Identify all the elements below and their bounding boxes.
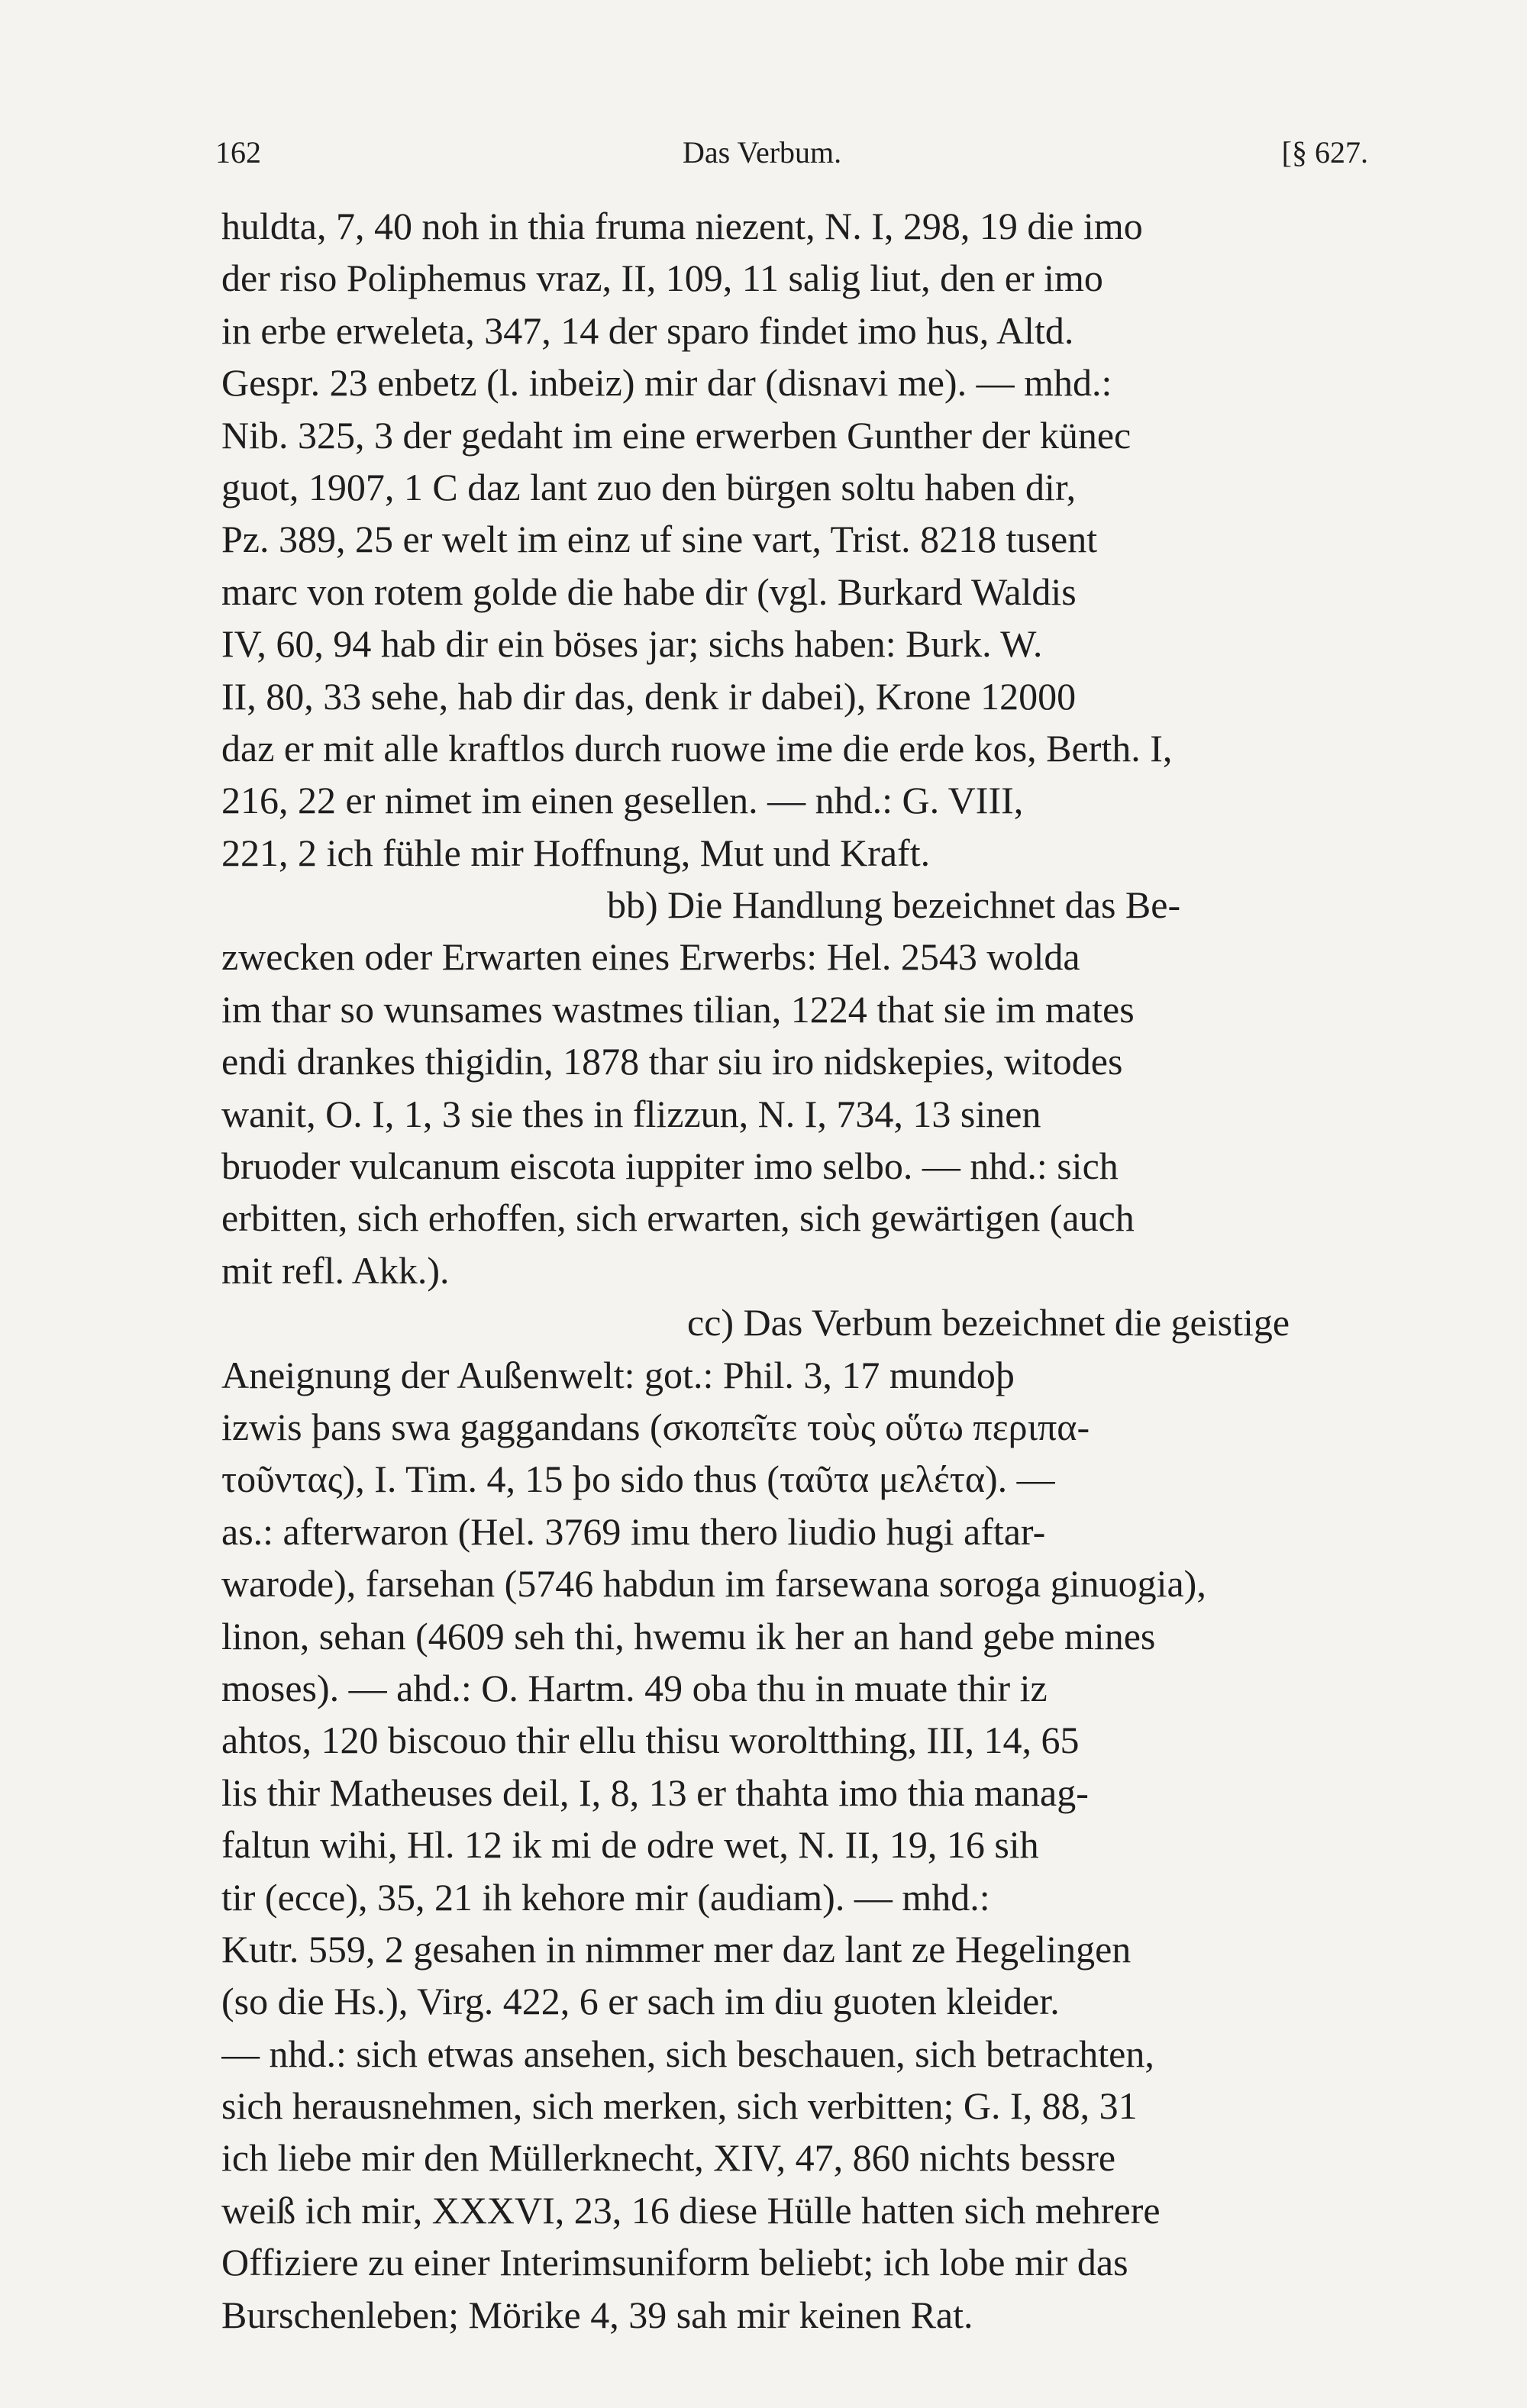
- text-line: mit refl. Akk.).: [221, 1248, 450, 1292]
- text-line: endi drankes thigidin, 1878 thar siu iro nidskepies, witodes: [221, 1040, 1123, 1083]
- text-line: izwis þans swa gaggandans (σκοπεῖτε τοὺς οὕτω περιπα-: [221, 1405, 1090, 1448]
- text-line: huldta, 7, 40 noh in thia fruma niezent, N. I, 298, 19 die imo: [221, 205, 1143, 247]
- text-line: ahtos, 120 biscouo thir ellu thisu woroltthing, III, 14, 65: [221, 1719, 1080, 1762]
- text-line: Kutr. 559, 2 gesahen in nimmer mer daz lant ze Hegelingen: [221, 1927, 1132, 1971]
- text-line: bruoder vulcanum eiscota iuppiter imo selbo. — nhd.: sich: [221, 1144, 1119, 1188]
- text-line: daz er mit alle kraftlos durch ruowe ime die erde kos, Berth. I,: [221, 726, 1173, 770]
- text-line: linon, sehan (4609 seh thi, hwemu ik her an hand gebe mines: [221, 1614, 1156, 1658]
- text-line: guot, 1907, 1 C daz lant zuo den bürgen soltu haben dir,: [221, 465, 1077, 508]
- text-line: Nib. 325, 3 der gedaht im eine erwerben Gunther der künec: [221, 413, 1132, 457]
- text-line: sich herausnehmen, sich merken, sich verbitten; G. I, 88, 31: [221, 2084, 1138, 2128]
- text-line: in erbe erweleta, 347, 14 der sparo findet imo hus, Altd.: [221, 308, 1074, 352]
- running-header: [215, 134, 1368, 188]
- text-line: Pz. 389, 25 er welt im einz uf sine vart, Trist. 8218 tusent: [221, 518, 1098, 561]
- text-line: warode), farsehan (5746 habdun im farsewana soroga ginuogia),: [221, 1562, 1206, 1606]
- text-line: as.: afterwaron (Hel. 3769 imu thero liudio hugi aftar-: [221, 1509, 1046, 1553]
- section-number: [§ 627.: [1281, 135, 1368, 169]
- text-line: Offiziere zu einer Interimsuniform beliebt; ich lobe mir das: [221, 2241, 1128, 2284]
- text-line: tir (ecce), 35, 21 ih kehore mir (audiam). — mhd.:: [221, 1875, 990, 1919]
- page-number: 162: [215, 135, 261, 169]
- text-line: der riso Poliphemus vraz, II, 109, 11 salig liut, den er imo: [221, 257, 1103, 300]
- body-text: [221, 200, 1370, 2341]
- text-line: wanit, O. I, 1, 3 sie thes in flizzun, N. I, 734, 13 sinen: [221, 1092, 1041, 1135]
- text-line: τοῦντας), I. Tim. 4, 15 þo sido thus (ταῦτα μελέτα). —: [221, 1457, 1055, 1501]
- text-line: 216, 22 er nimet im einen gesellen. — nhd.: G. VIII,: [221, 779, 1024, 822]
- text-line: bb) Die Handlung bezeichnet das Be-: [607, 883, 1181, 927]
- text-line: Gespr. 23 enbetz (l. inbeiz) mir dar (disnavi me). — mhd.:: [221, 361, 1112, 405]
- text-line: erbitten, sich erhoffen, sich erwarten, sich gewärtigen (auch: [221, 1196, 1135, 1240]
- text-line: moses). — ahd.: O. Hartm. 49 oba thu in muate thir iz: [221, 1666, 1048, 1709]
- running-title: Das Verbum.: [683, 135, 842, 169]
- text-line: cc) Das Verbum bezeichnet die geistige: [687, 1301, 1290, 1344]
- text-line: II, 80, 33 sehe, hab dir das, denk ir dabei), Krone 12000: [221, 674, 1077, 718]
- text-line: 221, 2 ich fühle mir Hoffnung, Mut und Kraft.: [221, 831, 931, 874]
- text-line: faltun wihi, Hl. 12 ik mi de odre wet, N. II, 19, 16 sih: [221, 1823, 1039, 1867]
- text-line: weiß ich mir, XXXVI, 23, 16 diese Hülle hatten sich mehrere: [221, 2188, 1161, 2232]
- text-line: Aneignung der Außenwelt: got.: Phil. 3, 17 mundoþ: [221, 1353, 1015, 1396]
- text-line: lis thir Matheuses deil, I, 8, 13 er thahta imo thia manag-: [221, 1770, 1089, 1814]
- text-line: Burschenleben; Mörike 4, 39 sah mir keinen Rat.: [221, 2293, 973, 2336]
- text-line: — nhd.: sich etwas ansehen, sich beschauen, sich betrachten,: [221, 2032, 1154, 2075]
- text-line: zwecken oder Erwarten eines Erwerbs: Hel. 2543 wolda: [221, 935, 1080, 979]
- text-line: im thar so wunsames wastmes tilian, 1224 that sie im mates: [221, 987, 1135, 1031]
- text-line: marc von rotem golde die habe dir (vgl. Burkard Waldis: [221, 570, 1077, 613]
- text-line: ich liebe mir den Müllerknecht, XIV, 47, 860 nichts bessre: [221, 2136, 1116, 2180]
- text-line: (so die Hs.), Virg. 422, 6 er sach im diu guoten kleider.: [221, 1980, 1060, 2023]
- text-line: IV, 60, 94 hab dir ein böses jar; sichs haben: Burk. W.: [221, 622, 1043, 666]
